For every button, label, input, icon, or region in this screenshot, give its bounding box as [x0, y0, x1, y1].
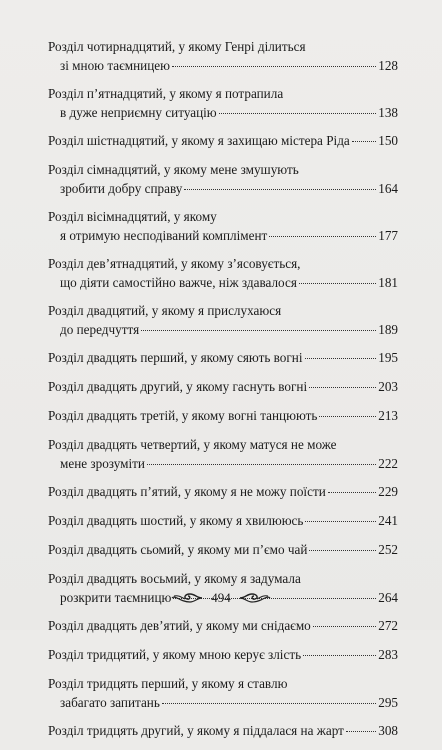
toc-entry	[48, 207, 398, 245]
toc-entry	[48, 37, 398, 75]
toc-entry-page-number: 181	[378, 275, 398, 290]
dot-leader	[309, 550, 376, 551]
dot-leader	[305, 521, 376, 522]
toc-entry-title-line: Розділ двадцять четвертий, у якому матуся не може	[48, 437, 337, 452]
toc-entry	[48, 131, 398, 150]
dot-leader	[172, 66, 376, 67]
toc-entry-title-line: Розділ двадцятий, у якому я прислухаюся	[48, 303, 282, 318]
swirl-ornament-right-icon	[239, 592, 271, 604]
toc-entry-title-line: Розділ двадцять третій, у якому вогні танцюють	[48, 408, 318, 423]
toc-entry-title-line: Розділ двадцять сьомий, у якому ми п’ємо чай	[48, 542, 308, 557]
toc-entry-line	[48, 511, 398, 530]
toc-entry-page-number: 189	[378, 322, 398, 337]
toc-entry-title-line: зробити добру справу	[60, 181, 183, 196]
toc-entry-line	[48, 616, 398, 635]
toc-entry-line	[48, 454, 398, 473]
toc-entry-line	[48, 273, 398, 292]
toc-entry	[48, 377, 398, 396]
toc-entry-line	[48, 226, 398, 245]
toc-entry-title-line: забагато запитань	[60, 695, 160, 710]
toc-entry	[48, 406, 398, 425]
toc-entry	[48, 254, 398, 292]
dot-leader	[141, 330, 376, 331]
toc-entry-page-number: 264	[378, 590, 398, 605]
toc-entry-line	[48, 721, 398, 740]
toc-entry	[48, 160, 398, 198]
toc-entry-page-number: 164	[378, 181, 398, 196]
toc-entry-page-number: 150	[378, 133, 398, 148]
dot-leader	[346, 731, 376, 732]
dot-leader	[162, 703, 376, 704]
dot-leader	[299, 283, 376, 284]
toc-entry-title-line: Розділ двадцять другий, у якому гаснуть вогні	[48, 379, 308, 394]
toc-entry-line	[48, 131, 398, 150]
toc-entry-page-number: 177	[378, 228, 398, 243]
toc-entry-title-line: Розділ сімнадцятий, у якому мене змушують	[48, 162, 299, 177]
toc-entry-title-line: Розділ двадцять шостий, у якому я хвилююсь	[48, 513, 304, 528]
page-footer	[0, 590, 442, 606]
toc-entry	[48, 540, 398, 559]
dot-leader	[184, 189, 376, 190]
toc-entry-title-line: Розділ двадцять п’ятий, у якому я не можу поїсти	[48, 484, 326, 499]
toc-entry-line	[48, 645, 398, 664]
toc-entry-title-line: що діяти самостійно важче, ніж здавалося	[60, 275, 297, 290]
toc-entry-line	[48, 482, 398, 501]
toc-entry-line	[48, 377, 398, 396]
toc-entry-title-line: Розділ двадцять перший, у якому сяють вогні	[48, 350, 303, 365]
toc-entry	[48, 511, 398, 530]
toc-entry-page-number: 283	[378, 647, 398, 662]
toc-entry-page-number: 295	[378, 695, 398, 710]
toc-entry-line	[48, 103, 398, 122]
table-of-contents	[48, 37, 398, 750]
toc-entry-page-number: 138	[378, 105, 398, 120]
toc-entry	[48, 482, 398, 501]
toc-entry-title-line: зі мною таємницею	[60, 58, 170, 73]
swirl-ornament-left-icon	[171, 592, 203, 604]
toc-entry-title-line: Розділ п’ятнадцятий, у якому я потрапила	[48, 86, 284, 101]
toc-entry-title-line: Розділ вісімнадцятий, у якому	[48, 209, 217, 224]
toc-entry-page-number: 241	[378, 513, 398, 528]
toc-entry-line	[48, 348, 398, 367]
toc-entry-page-number: 229	[378, 484, 398, 499]
dot-leader	[269, 236, 376, 237]
toc-entry	[48, 301, 398, 339]
toc-entry	[48, 348, 398, 367]
toc-entry-title-line: Розділ тридцять другий, у якому я піддалася на жарт	[48, 723, 344, 738]
toc-entry-title-line: до передчуття	[60, 322, 140, 337]
toc-entry-title-line: Розділ шістнадцятий, у якому я захищаю містера Ріда	[48, 133, 350, 148]
toc-entry-title-line: мене зрозуміти	[60, 456, 145, 471]
toc-entry-line	[48, 693, 398, 712]
toc-entry	[48, 674, 398, 712]
toc-entry-title-line: Розділ двадцять дев’ятий, у якому ми снідаємо	[48, 618, 311, 633]
toc-entry-page-number: 308	[378, 723, 398, 738]
toc-entry-page-number: 213	[378, 408, 398, 423]
toc-entry	[48, 645, 398, 664]
toc-entry-page-number: 203	[378, 379, 398, 394]
toc-entry-page-number: 272	[378, 618, 398, 633]
dot-leader	[319, 416, 376, 417]
toc-entry-line	[48, 540, 398, 559]
dot-leader	[313, 626, 376, 627]
page-number: 494	[211, 590, 231, 605]
toc-entry	[48, 84, 398, 122]
toc-entry	[48, 435, 398, 473]
dot-leader	[147, 464, 376, 465]
toc-entry-title-line: я отримую несподіваний комплімент	[60, 228, 268, 243]
toc-entry-page-number: 128	[378, 58, 398, 73]
toc-entry-line	[48, 56, 398, 75]
toc-entry-page-number: 195	[378, 350, 398, 365]
dot-leader	[219, 113, 377, 114]
dot-leader	[303, 655, 376, 656]
toc-entry-title-line: Розділ чотирнадцятий, у якому Генрі ділиться	[48, 39, 306, 54]
toc-entry-line	[48, 179, 398, 198]
toc-entry-title-line: Розділ тридцятий, у якому мною керує злість	[48, 647, 302, 662]
dot-leader	[305, 358, 377, 359]
toc-entry-title-line: Розділ дев’ятнадцятий, у якому з’ясовується,	[48, 256, 301, 271]
toc-entry-title-line: розкрити таємницю	[60, 590, 172, 605]
toc-entry	[48, 721, 398, 740]
toc-entry-title-line: Розділ двадцять восьмий, у якому я задумала	[48, 571, 301, 586]
toc-entry-page-number: 252	[378, 542, 398, 557]
toc-entry-line	[48, 320, 398, 339]
dot-leader	[309, 387, 376, 388]
toc-entry-line	[48, 406, 398, 425]
toc-entry-title-line: в дуже неприємну ситуацію	[60, 105, 217, 120]
toc-entry-title-line: Розділ тридцять перший, у якому я ставлю	[48, 676, 288, 691]
dot-leader	[352, 141, 376, 142]
dot-leader	[328, 492, 376, 493]
toc-entry	[48, 616, 398, 635]
toc-entry-page-number: 222	[378, 456, 398, 471]
